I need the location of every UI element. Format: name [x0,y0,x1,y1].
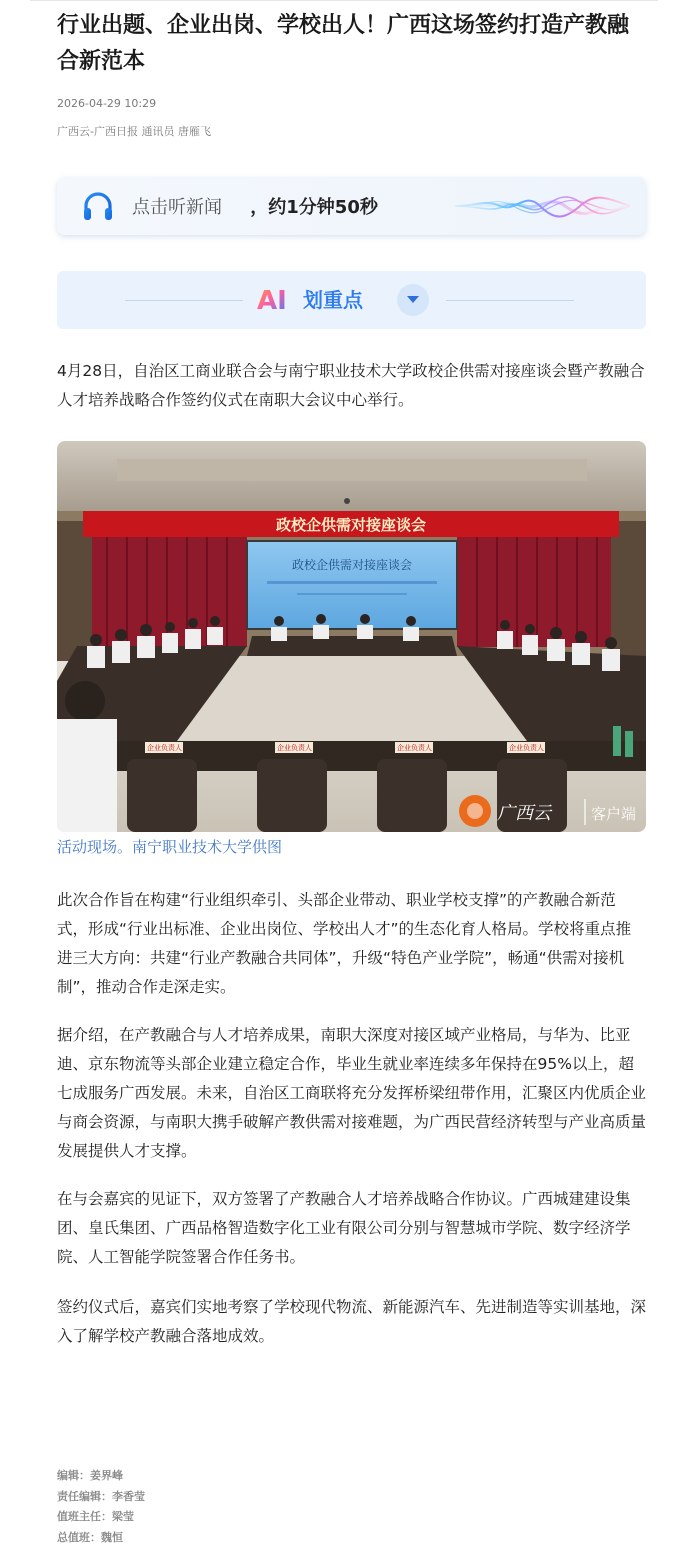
screen-text: 政校企供需对接座谈会 [291,558,413,572]
responsible-editor-line: 责任编辑：李香莹 [57,1489,145,1503]
paragraph: 签约仪式后，嘉宾们实地考察了学校现代物流、新能源汽车、先进制造等实训基地，深入了解学校产教融合落地成效。 [57,1298,647,1345]
table-sign: 企业负责人 [397,744,432,752]
sound-wave-icon [455,187,630,225]
listen-news-player[interactable] [57,177,646,235]
photo-caption: 活动现场。南宁职业技术大学供图 [57,838,283,856]
article-photo[interactable] [57,441,646,832]
ai-logo-icon [257,283,293,315]
ai-summary-toggle[interactable] [397,284,429,316]
conference-photo [57,441,646,832]
paragraph: 此次合作旨在构建“行业组织牵引、头部企业带动、职业学校支撑”的产教融合新范式，形成“行业出标准、企业出岗位、学校出人才”的生态化育人格局。学校将重点推进三大方向：共建“行业产教融合共同体”，升级“特色产业学院”，畅通“供需对接机制”，推动合作走深走实。 [57,891,632,996]
table-sign: 企业负责人 [147,744,182,752]
watermark-suffix: 客户端 [591,805,637,823]
paragraph: 4月28日，自治区工商业联合会与南宁职业技术大学政校企供需对接座谈会暨产教融合人才培养战略合作签约仪式在南职大会议中心举行。 [57,362,645,409]
ai-summary-label[interactable]: 划重点 [303,288,363,312]
publish-date: 2026-04-29 10:29 [57,97,157,110]
divider-line [125,300,243,301]
paragraph: 在与会嘉宾的见证下，双方签署了产教融合人才培养战略合作协议。广西城建建设集团、皇氏集团、广西品格智造数字化工业有限公司分别与智慧城市学院、数字经济学院、人工智能学院签署合作任务书。 [57,1190,631,1266]
chevron-down-icon [406,295,420,305]
svg-text:AI: AI [257,286,287,315]
banner-text: 政校企供需对接座谈会 [275,516,427,534]
table-sign: 企业负责人 [509,744,544,752]
listen-label[interactable]: 点击听新闻 [132,197,222,218]
divider-line [446,300,574,301]
duty-director-line: 值班主任：梁莹 [57,1510,134,1523]
paragraph: 据介绍，在产教融合与人才培养成果，南职大深度对接区域产业格局，与华为、比亚迪、京东物流等头部企业建立稳定合作，毕业生就业率连续多年保持在95%以上，超七成服务广西发展。未来，自治区工商联将充分发挥桥梁纽带作用，汇聚区内优质企业与商会资源，与南职大携手破解产教供需对接难题，为广西民营经济转型与产业高质量发展提供人才支撑。 [57,1026,647,1160]
editor-line: 编辑：姜界峰 [57,1469,123,1482]
headphones-icon [81,190,115,224]
ai-summary-bar[interactable] [57,271,646,329]
chief-duty-line: 总值班：魏恒 [57,1530,123,1544]
audio-duration: ，约1分钟50秒 [244,197,378,218]
top-divider [30,0,658,1]
table-sign: 企业负责人 [277,744,312,752]
watermark-logo: 广西云 [497,803,551,824]
article-source: 广西云-广西日报 通讯员 唐雁飞 [57,125,211,138]
article-title: 行业出题、企业出岗、学校出人！广西这场签约打造产教融合新范本 [57,13,630,74]
editor-credits [57,1466,145,1548]
